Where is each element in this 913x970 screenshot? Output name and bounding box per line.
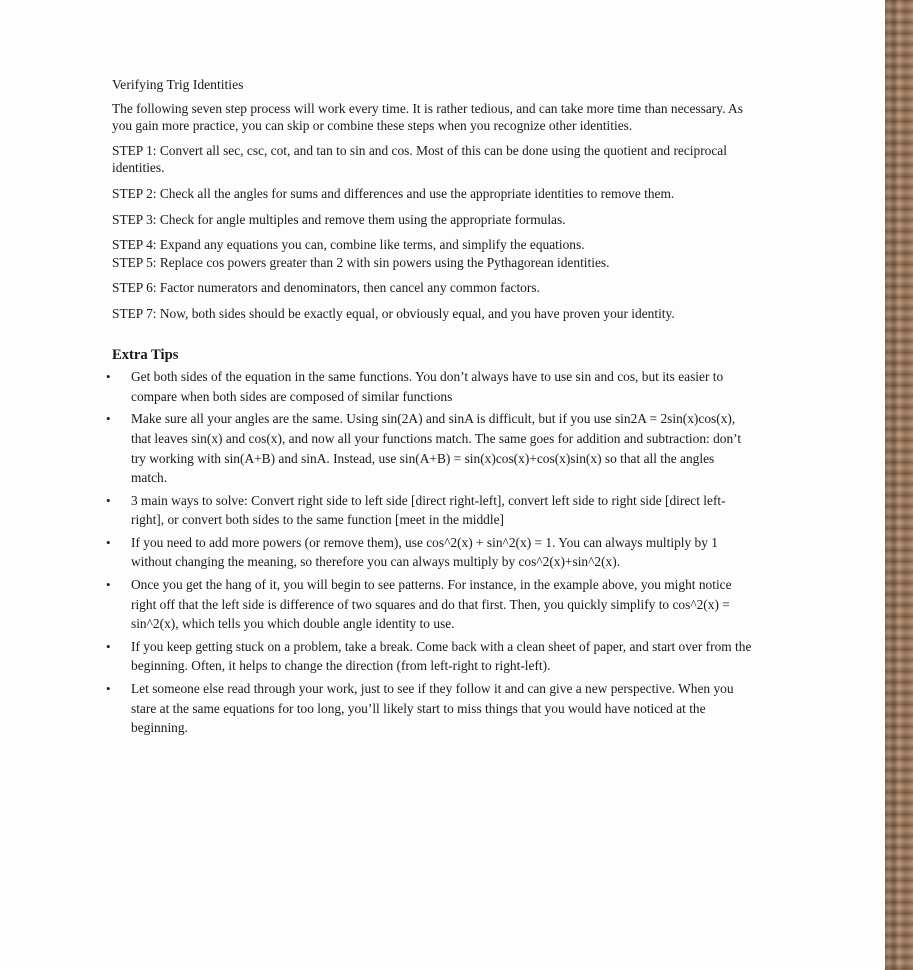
bullet-icon: • — [106, 369, 111, 385]
step-2: STEP 2: Check all the angles for sums and differences and use the appropriate identities to remove them. — [112, 185, 675, 201]
bullet-icon: • — [106, 534, 111, 550]
step-5: STEP 5: Replace cos powers greater than 2 with sin powers using the Pythagorean identities. — [112, 254, 610, 270]
tips-list — [106, 367, 752, 738]
bullet-icon: • — [106, 492, 111, 508]
tip-text: Make sure all your angles are the same. Using sin(2A) and sinA is difficult, but if you use sin2A = 2sin(x)cos(x), that leaves sin(x) and cos(x), and now all your functions match. The same goes for addition and subtraction: don’t try working with sin(A+B) and sinA. Instead, use sin(A+B) = sin(x)cos(x)+cos(x)sin(x) so that all the angles match. — [131, 411, 742, 486]
tip-text: Let someone else read through your work, just to see if they follow it and can give a new perspective. When you stare at the same equations for too long, you’ll likely start to miss things that you would have noticed at the beginning. — [131, 681, 734, 736]
tip-text: Get both sides of the equation in the same functions. You don’t always have to use sin and cos, but its easier to compare when both sides are composed of similar functions — [131, 369, 724, 404]
tip-item — [106, 679, 752, 738]
tip-item — [106, 367, 752, 406]
bullet-icon: • — [106, 411, 111, 427]
tip-item — [106, 575, 752, 634]
tip-item — [106, 409, 752, 487]
document-body — [106, 76, 752, 741]
bullet-icon: • — [106, 638, 111, 654]
step-3: STEP 3: Check for angle multiples and remove them using the appropriate formulas. — [112, 211, 566, 227]
tip-text: If you need to add more powers (or remove them), use cos^2(x) + sin^2(x) = 1. You can always multiply by 1 without changing the meaning, so therefore you can always multiply by cos^2(x)+sin^2(x). — [131, 534, 718, 570]
wooden-table-edge — [885, 0, 913, 970]
extra-tips-heading: Extra Tips — [112, 346, 179, 363]
tip-item — [106, 491, 752, 530]
tip-item — [106, 637, 752, 676]
bullet-icon: • — [106, 577, 111, 593]
tip-text: If you keep getting stuck on a problem, take a break. Come back with a clean sheet of paper, and start over from the beginning. Often, it helps to change the direction (from left-right to right-left). — [131, 638, 752, 674]
step-6: STEP 6: Factor numerators and denominators, then cancel any common factors. — [112, 280, 540, 296]
intro-paragraph: The following seven step process will work every time. It is rather tedious, and can take more time than necessary. As you gain more practice, you can skip or combine these steps when you recognize other identities. — [112, 100, 743, 134]
step-7: STEP 7: Now, both sides should be exactly equal, or obviously equal, and you have proven your identity. — [112, 305, 675, 321]
document-title: Verifying Trig Identities — [112, 77, 244, 92]
step-4: STEP 4: Expand any equations you can, combine like terms, and simplify the equations. — [112, 237, 585, 253]
bullet-icon: • — [106, 681, 111, 697]
step-1: STEP 1: Convert all sec, csc, cot, and tan to sin and cos. Most of this can be done using the quotient and reciprocal identities. — [112, 142, 727, 176]
tip-text: 3 main ways to solve: Convert right side to left side [direct right-left], convert left side to right side [direct left-right], or convert both sides to the same function [meet in the middle] — [131, 492, 726, 528]
tip-text: Once you get the hang of it, you will begin to see patterns. For instance, in the example above, you might notice right off that the left side is difference of two squares and do that first. Then, you quickly simplify to cos^2(x) = sin^2(x), which tells you which double angle identity to use. — [131, 577, 732, 632]
tip-item — [106, 533, 752, 572]
